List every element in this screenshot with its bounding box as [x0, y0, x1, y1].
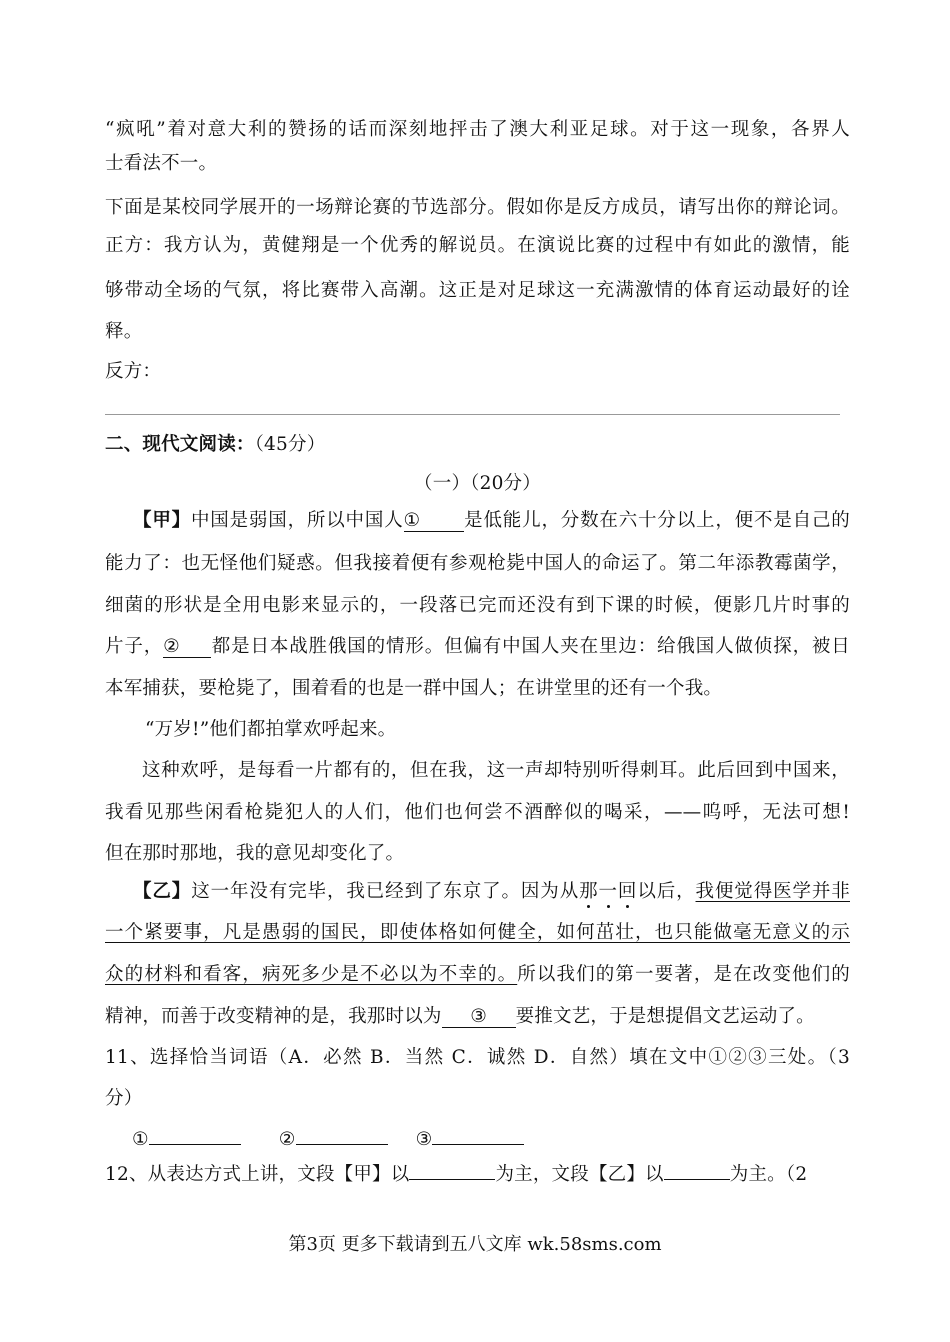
text-line-6: 释。 — [105, 321, 143, 342]
section-score: （45分） — [254, 434, 326, 455]
underlined-sentence: 众的材料和看客，病死多少是不必以为不幸的。 — [105, 964, 518, 985]
passage-line-8: 我看见那些闲看枪毙犯人的人们，他们也何尝不酒醉似的喝采，——呜呼，无法可想! — [105, 802, 850, 823]
passage-line-3: 细菌的形状是全用电影来显示的，一段落已完而还没有到下课的时候，便影几片时事的 — [105, 595, 850, 616]
passage-line-6: “万岁!”他们都拍掌欢呼起来。 — [145, 719, 397, 740]
emphasis-char: 那 — [579, 881, 599, 902]
passage-line-10: 【乙】这一年没有完毕，我已经到了东京了。因为从那一回以后，我便觉得医学并非 — [133, 881, 850, 902]
text-line-3: 下面是某校同学展开的一场辩论赛的节选部分。假如你是反方成员，请写出你的辩论词。 — [105, 197, 850, 218]
section-heading — [105, 433, 850, 457]
passage-line-1: 【甲】中国是弱国，所以中国人① 是低能儿，分数在六十分以上，便不是自己的 — [133, 510, 850, 531]
blank-3: ③ — [442, 1007, 516, 1028]
answer-blank-2[interactable] — [296, 1144, 388, 1145]
section-title: 二、现代文阅读： — [105, 434, 255, 455]
passage-line-7: 这种欢呼，是每看一片都有的，但在我，这一声却特别听得刺耳。此后回到中国来， — [142, 760, 850, 781]
underlined-sentence: 我便觉得医学并非 — [695, 881, 850, 902]
text-line-1: “疯吼”着对意大利的赞扬的话而深刻地抨击了澳大利亚足球。对于这一现象，各界人 — [105, 119, 850, 140]
blank-1: ① — [404, 511, 464, 532]
page-footer: 第3页 更多下载请到五八文库 wk.58sms.com — [288, 1234, 662, 1255]
section-subtitle: （一）（20分） — [414, 473, 541, 494]
blank-2: ② — [163, 637, 211, 658]
text-line-5: 够带动全场的气氛，将比赛带入高潮。这正是对足球这一充满激情的体育运动最好的诠 — [105, 280, 850, 301]
answer-blank-5[interactable] — [664, 1179, 730, 1180]
passage-line-13: 精神，而善于改变精神的是，我那时以为 ③ 要推文艺，于是想提倡文艺运动了。 — [105, 1006, 815, 1027]
text-line-7: 反方： — [105, 361, 162, 382]
answer-line — [105, 414, 840, 415]
emphasis-char: 一 — [598, 881, 618, 902]
text-line-2: 士看法不一。 — [105, 153, 218, 174]
question-11: 11、选择恰当词语（A．必然 B．当然 C．诚然 D．自然）填在文中①②③三处。（3 — [105, 1047, 850, 1068]
question-11-answers: ① ② ③ — [132, 1128, 632, 1152]
question-12: 12、从表达方式上讲，文段【甲】以 为主，文段【乙】以 为主。（2 — [105, 1164, 808, 1185]
answer-blank-1[interactable] — [149, 1144, 241, 1145]
emphasis-char: 回 — [617, 881, 638, 902]
passage-line-4: 片子，② 都是日本战胜俄国的情形。但偏有中国人夹在里边：给俄国人做侦探，被日 — [105, 636, 850, 657]
question-11-cont: 分） — [105, 1088, 143, 1109]
answer-blank-4[interactable] — [409, 1179, 495, 1180]
passage-line-11: 一个紧要事，凡是愚弱的国民，即使体格如何健全，如何茁壮，也只能做毫无意义的示 — [105, 922, 850, 943]
passage-line-9: 但在那时那地，我的意见却变化了。 — [105, 843, 405, 864]
passage-line-12: 众的材料和看客，病死多少是不必以为不幸的。所以我们的第一要著，是在改变他们的 — [105, 964, 851, 985]
answer-blank-3[interactable] — [432, 1144, 524, 1145]
passage-tag-yi: 【乙】 — [133, 881, 192, 902]
text-line-4: 正方：我方认为，黄健翔是一个优秀的解说员。在演说比赛的过程中有如此的激情，能 — [105, 235, 850, 256]
passage-tag-jia: 【甲】 — [133, 510, 191, 531]
passage-line-2: 能力了：也无怪他们疑惑。但我接着便有参观枪毙中国人的命运了。第二年添教霉菌学， — [105, 553, 850, 574]
passage-line-5: 本军捕获，要枪毙了，围着看的也是一群中国人；在讲堂里的还有一个我。 — [105, 678, 723, 699]
